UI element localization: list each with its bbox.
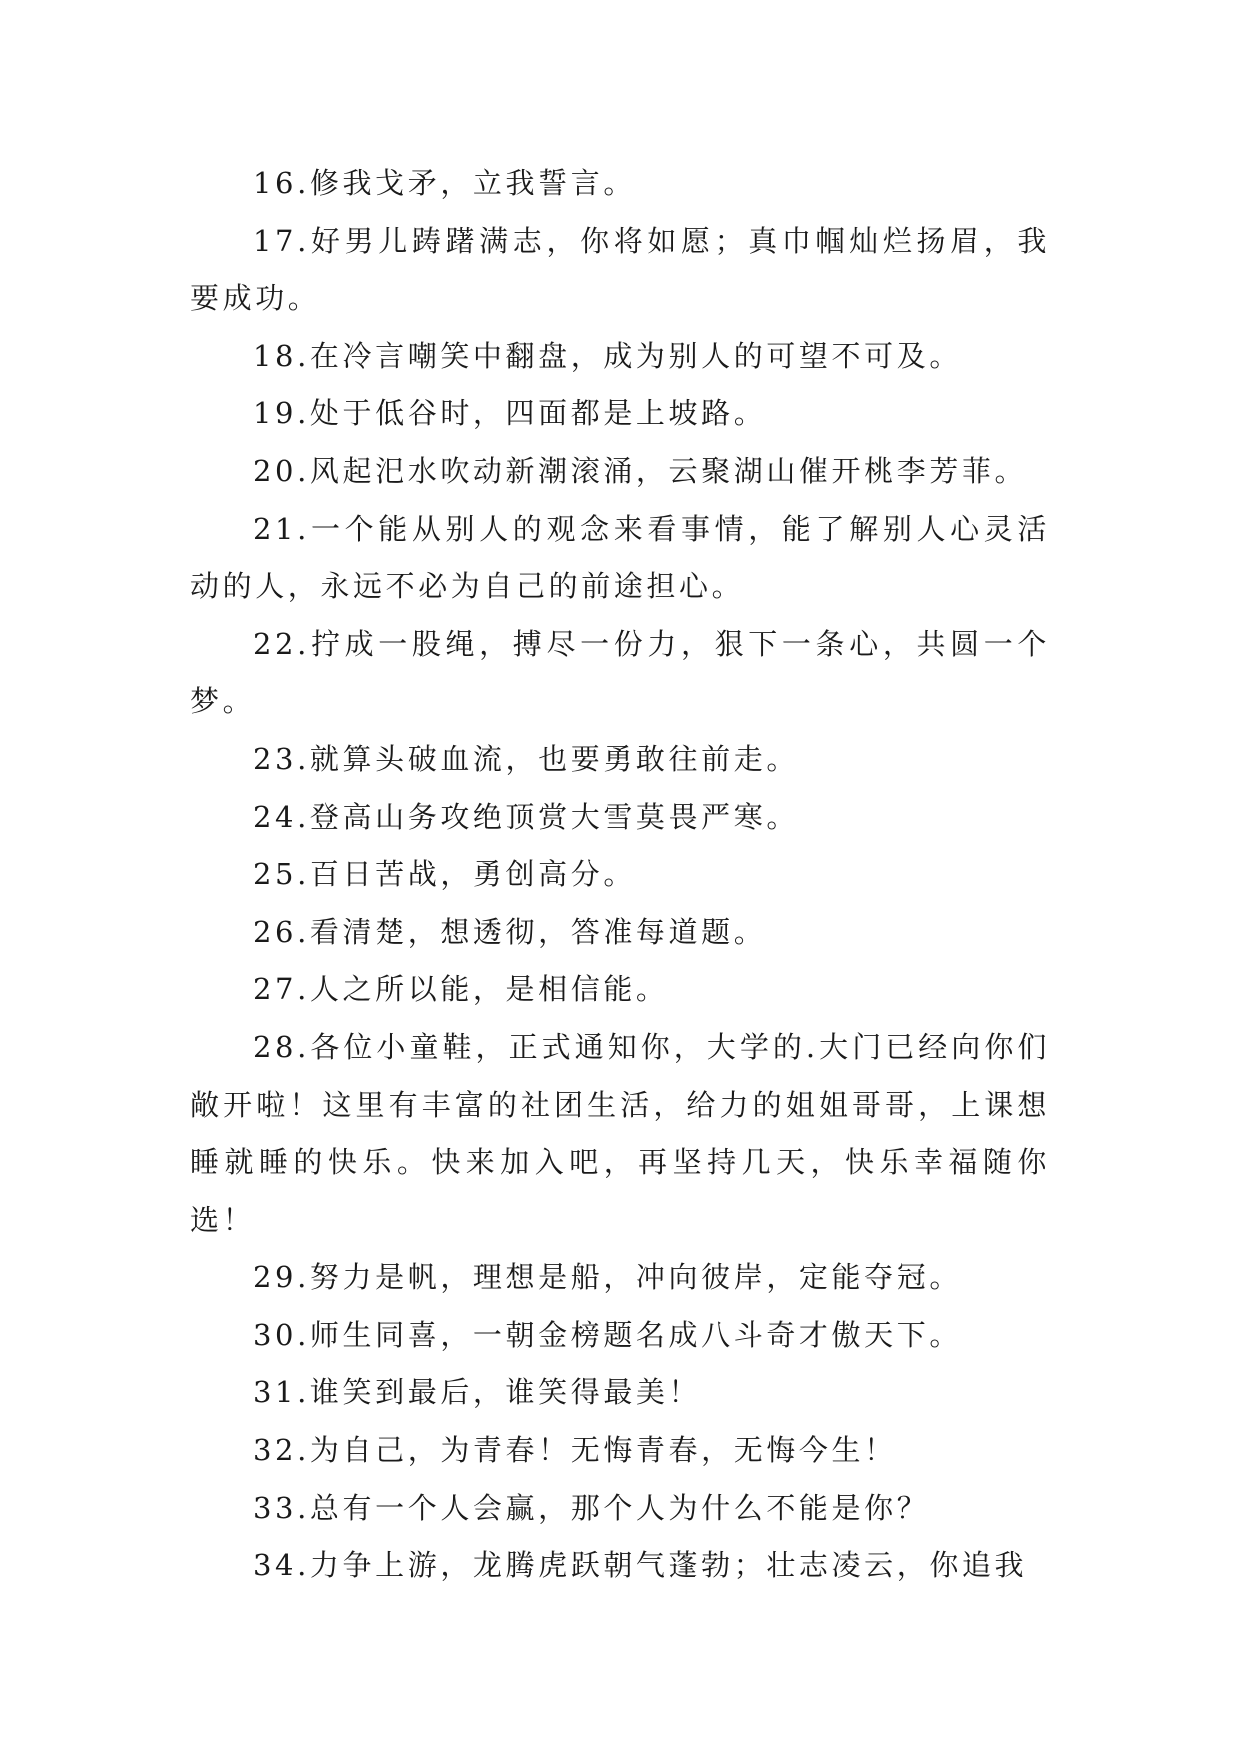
- paragraph-33: 33.总有一个人会赢，那个人为什么不能是你？: [253, 1490, 930, 1525]
- paragraph-23: 23.就算头破血流，也要勇敢往前走。: [253, 741, 799, 776]
- paragraph-32: 32.为自己，为青春！无悔青春，无悔今生！: [253, 1433, 897, 1468]
- paragraph-25: 25.百日苦战，勇创高分。: [253, 857, 636, 892]
- document-body: [190, 155, 1050, 1595]
- paragraph-28: 28.各位小童鞋，正式通知你，大学的.大门已经向你们敞开啦！这里有丰富的社团生活，给力的姐姐哥哥，上课想睡就睡的快乐。快来加入吧，再坚持几天，快乐幸福随你选！: [190, 1029, 1050, 1237]
- paragraph-26: 26.看清楚，想透彻，答准每道题。: [253, 914, 767, 949]
- paragraph-31: 31.谁笑到最后，谁笑得最美！: [253, 1375, 702, 1410]
- paragraph-16: 16.修我戈矛，立我誓言。: [253, 166, 636, 200]
- paragraph-18: 18.在冷言嘲笑中翻盘，成为别人的可望不可及。: [253, 338, 962, 373]
- paragraph-20: 20.风起汜水吹动新潮滚涌，云聚湖山催开桃李芳菲。: [253, 453, 1028, 488]
- paragraph-22: 22.拧成一股绳，搏尽一份力，狠下一条心，共圆一个梦。: [190, 626, 1050, 719]
- paragraph-34: 34.力争上游，龙腾虎跃朝气蓬勃；壮志凌云，你追我: [253, 1548, 1028, 1583]
- paragraph-17: 17.好男儿踌躇满志，你将如愿；真巾帼灿烂扬眉，我要成功。: [190, 223, 1050, 316]
- paragraph-30: 30.师生同喜，一朝金榜题名成八斗奇才傲天下。: [253, 1317, 962, 1352]
- paragraph-21: 21.一个能从别人的观念来看事情，能了解别人心灵活动的人，永远不必为自己的前途担心。: [190, 511, 1050, 604]
- paragraph-29: 29.努力是帆，理想是船，冲向彼岸，定能夺冠。: [253, 1260, 962, 1295]
- paragraph-19: 19.处于低谷时，四面都是上坡路。: [253, 396, 767, 431]
- paragraph-27: 27.人之所以能，是相信能。: [253, 972, 669, 1007]
- paragraph-24: 24.登高山务攻绝顶赏大雪莫畏严寒。: [253, 799, 799, 834]
